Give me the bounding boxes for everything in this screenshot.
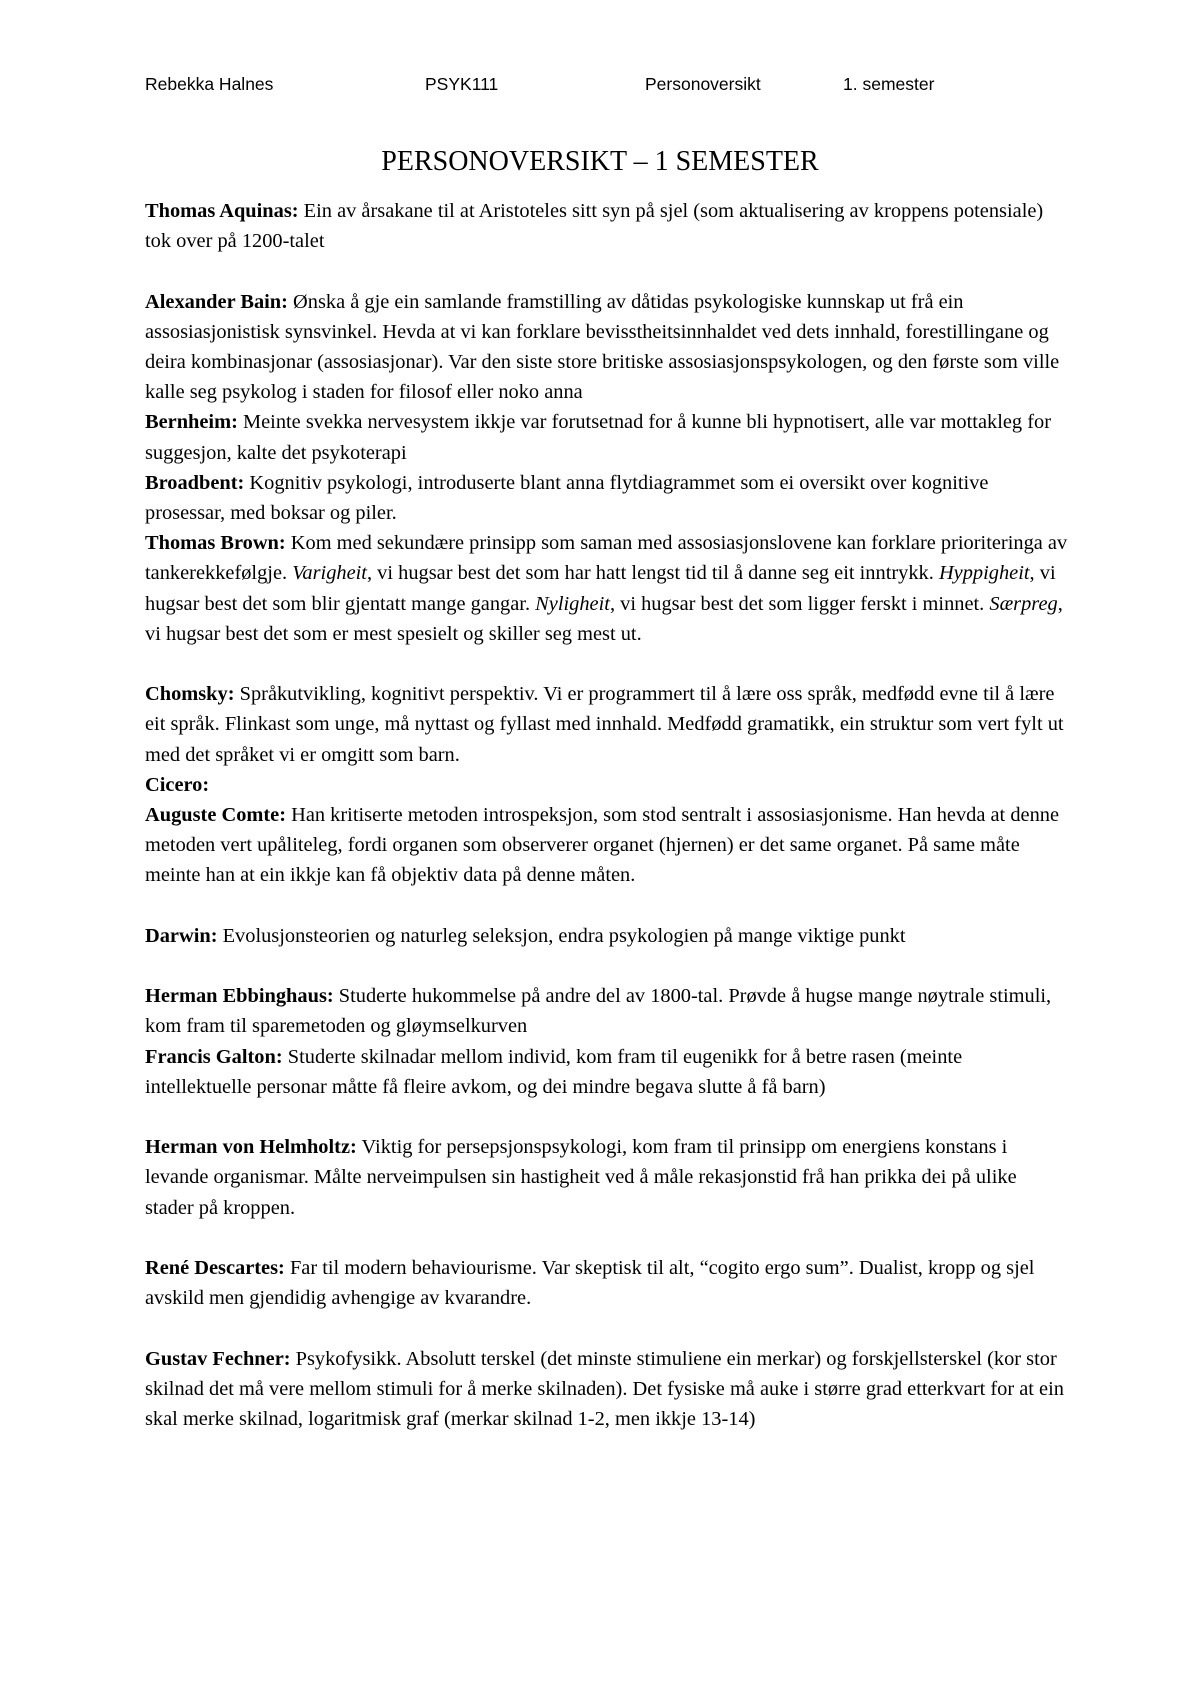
entry-name: Darwin: bbox=[145, 924, 218, 947]
entry-name: René Descartes: bbox=[145, 1257, 285, 1280]
entry-term: Varigheit bbox=[292, 562, 367, 585]
entry-text: Kognitiv psykologi, introduserte blant anna flytdiagrammet som ei oversikt over kognitive prosessar, med boksar og piler. bbox=[145, 471, 989, 525]
entry-term: Hyppigheit bbox=[938, 562, 1030, 585]
entry-broadbent bbox=[145, 468, 1070, 528]
page-header bbox=[145, 74, 1045, 98]
entry-text: Meinte svekka nervesystem ikkje var forutsetnad for å kunne bli hypnotisert, alle var mottakleg for suggesjon, kalte det psykoterapi bbox=[145, 411, 1051, 464]
entry-text: , vi hugsar best det som er mest spesielt og skiller seg mest ut. bbox=[145, 592, 1063, 645]
entry-bernheim bbox=[145, 407, 1070, 467]
entry-text: Han kritiserte metoden introspeksjon, som stod sentralt i assosiasjonisme. Han hevda at denne metoden vert upåliteleg, fordi organen som observerer organet (hjernen) er det same organet. På same måte meinte han at ein ikkje kan få objektiv data på denne måten. bbox=[145, 804, 1060, 887]
entry-alexander-bain bbox=[145, 287, 1070, 408]
entry-text: Kom med sekundære prinsipp som saman med assosiasjonslovene kan forklare prioriteringa av tankerekkefølgje. bbox=[145, 532, 1068, 585]
entry-gustav-fechner bbox=[145, 1344, 1070, 1435]
header-document-name: Personoversikt bbox=[645, 74, 761, 94]
entry-thomas-brown bbox=[145, 528, 1070, 649]
entry-text: , vi hugsar best det som blir gjentatt mange gangar. bbox=[145, 562, 1056, 615]
header-semester: 1. semester bbox=[843, 74, 935, 94]
entry-name: Thomas Aquinas: bbox=[145, 200, 299, 222]
entry-term: Særpreg bbox=[989, 592, 1058, 615]
entry-text: Psykofysikk. Absolutt terskel (det minste stimuliene ein merkar) og forskjellsterskel (kor stor skilnad det må vere mellom stimuli for å merke skilnaden). Det fysiske må auke i større grad etterkvart for at ein skal merke skilnad, logaritmisk graf (merkar skilnad 1-2, men ikkje 13-14) bbox=[145, 1347, 1064, 1431]
entry-name: Auguste Comte: bbox=[145, 804, 287, 827]
entry-text: Ønska å gje ein samlande framstilling av dåtidas psykologiske kunnskap ut frå ein assosiasjonistisk synsvinkel. Hevda at vi kan forklare bevisstheitsinnhaldet ved dets innhald, forestillingane og deira kombinasjonar (assosiasjonar). Var den siste store britiske assosiasjonspsykologen, og den første som ville kalle seg psykolog i staden for filosof eller noko anna bbox=[145, 290, 1060, 404]
entry-cicero bbox=[145, 770, 1070, 800]
entry-herman-ebbinghaus bbox=[145, 981, 1070, 1041]
entry-name: Gustav Fechner: bbox=[145, 1347, 291, 1370]
entry-text: Språkutvikling, kognitivt perspektiv. Vi er programmert til å lære oss språk, medfødd evne til å lære eit språk. Flinkast som unge, må nyttast og fyllast med innhald. Medfødd gramatikk, ein struktur som vert fylt ut med det språket vi er omgitt som barn. bbox=[145, 683, 1064, 766]
entry-name: Alexander Bain: bbox=[145, 290, 288, 313]
entry-name: Thomas Brown: bbox=[145, 532, 286, 555]
entry-chomsky bbox=[145, 679, 1070, 770]
header-course: PSYK111 bbox=[425, 74, 499, 94]
entry-francis-galton bbox=[145, 1042, 1070, 1102]
entry-name: Broadbent: bbox=[145, 471, 245, 494]
document-title: PERSONOVERSIKT – 1 SEMESTER bbox=[381, 146, 819, 177]
entry-text: Far til modern behaviourisme. Var skeptisk til alt, “cogito ergo sum”. Dualist, kropp og sjel avskild men gjendidig avhengige av kvarandre. bbox=[145, 1257, 1035, 1310]
document-body bbox=[145, 196, 1070, 1434]
entry-rene-descartes bbox=[145, 1253, 1070, 1313]
entry-herman-von-helmholtz bbox=[145, 1132, 1070, 1223]
entry-text: Studerte skilnadar mellom individ, kom fram til eugenikk for å betre rasen (meinte intellektuelle personar måtte få fleire avkom, og dei mindre begava slutte å få barn) bbox=[145, 1045, 963, 1098]
entry-thomas-aquinas bbox=[145, 196, 1070, 256]
entry-text: , vi hugsar best det som har hatt lengst tid til å danne seg eit inntrykk. bbox=[366, 562, 939, 585]
entry-text: Viktig for persepsjonspsykologi, kom fram til prinsipp om energiens konstans i levande organismar. Målte nerveimpulsen sin hastigheit ved å måle rekasjonstid frå han prikka dei på ulike stader på kroppen. bbox=[145, 1136, 1017, 1219]
entry-name: Herman von Helmholtz: bbox=[145, 1136, 357, 1159]
entry-name: Bernheim: bbox=[145, 411, 238, 434]
entry-name: Chomsky: bbox=[145, 683, 235, 706]
entry-name: Herman Ebbinghaus: bbox=[145, 985, 334, 1008]
entry-text: Ein av årsakane til at Aristoteles sitt syn på sjel (som aktualisering av kroppens potensiale) tok over på 1200-talet bbox=[145, 200, 1044, 253]
entry-darwin bbox=[145, 921, 1070, 951]
header-author: Rebekka Halnes bbox=[145, 74, 274, 94]
entry-term: Nyligheit bbox=[535, 592, 610, 615]
entry-name: Francis Galton: bbox=[145, 1045, 283, 1068]
entry-text: Evolusjonsteorien og naturleg seleksjon, endra psykologien på mange viktige punkt bbox=[217, 924, 906, 947]
entry-auguste-comte bbox=[145, 800, 1070, 891]
entry-name: Cicero: bbox=[145, 773, 210, 796]
entry-text: Studerte hukommelse på andre del av 1800-tal. Prøvde å hugse mange nøytrale stimuli, kom fram til sparemetoden og gløymselkurven bbox=[145, 985, 1052, 1038]
entry-text: , vi hugsar best det som ligger ferskt i minnet. bbox=[609, 592, 990, 615]
